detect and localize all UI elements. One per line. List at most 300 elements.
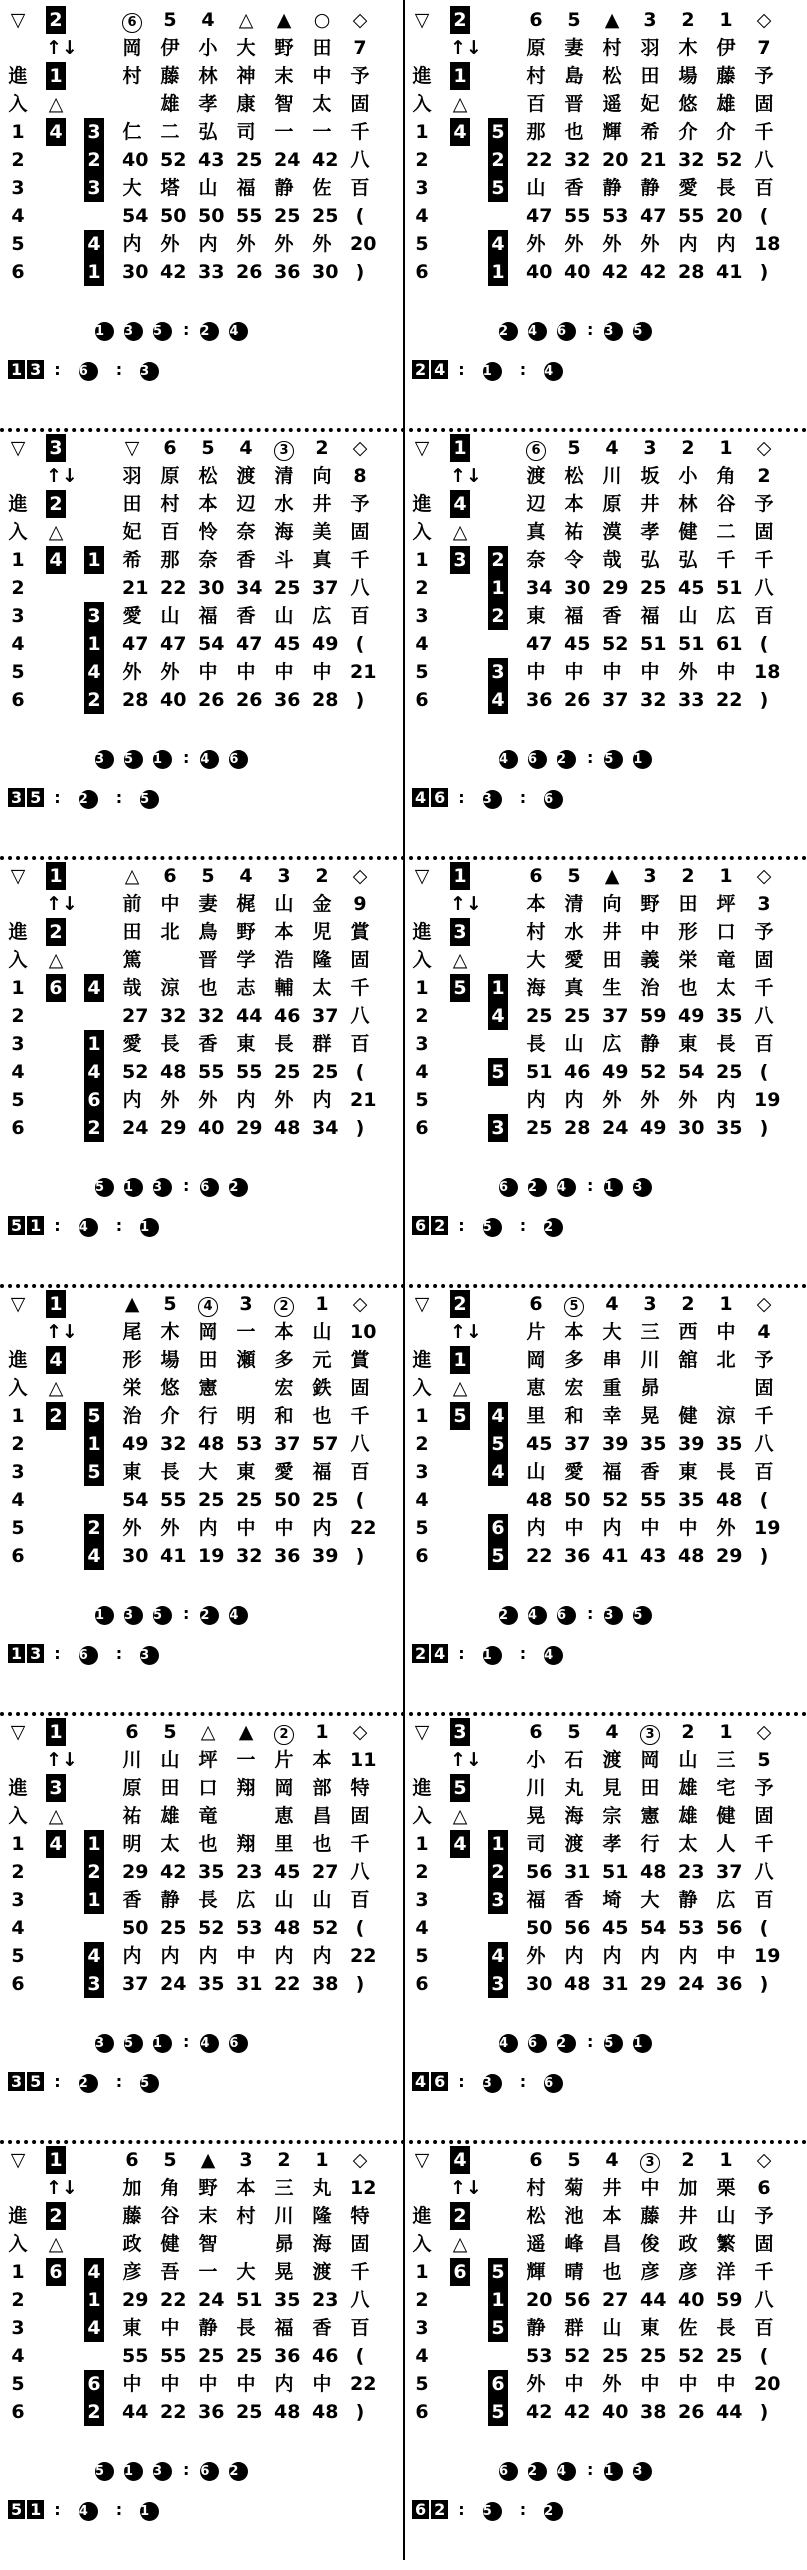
cell-text: 政 — [122, 2233, 142, 2255]
cell-text: ◇ — [756, 2149, 772, 2171]
filled-circle-digit: 6 — [499, 1178, 518, 1197]
cell-text — [84, 2202, 104, 2230]
frame-number-box: 3 — [450, 918, 470, 946]
cell-text: 外 — [640, 1089, 660, 1111]
filled-circle-digit: 1 — [633, 750, 652, 769]
cell-text — [46, 1058, 66, 1086]
cell-text: 入 — [8, 949, 28, 971]
cell-text: 26 — [678, 2401, 705, 2423]
program-column — [350, 862, 377, 1142]
cell-text: 谷 — [160, 2205, 180, 2227]
cell-text: 2 — [681, 2149, 695, 2171]
frame-number-box: 1 — [450, 62, 470, 90]
cell-text: 固 — [754, 1805, 774, 1827]
cell-text: 愛 — [678, 177, 698, 199]
cell-text: 4 — [415, 633, 429, 655]
frame-box: 1 — [27, 2500, 44, 2519]
cell-text: 智 — [274, 93, 294, 115]
cell-text: 7 — [757, 37, 771, 59]
cell-text: 奈 — [198, 549, 218, 571]
cell-text: 也 — [602, 2261, 622, 2283]
frame-box: 3 — [8, 2072, 25, 2091]
frame-number-box: 4 — [488, 1458, 508, 1486]
program-column — [8, 1290, 28, 1570]
cell-text: 51 — [602, 1861, 629, 1883]
frame-number-box: 3 — [450, 1718, 470, 1746]
program-column — [678, 1718, 705, 1998]
cell-text: 静 — [640, 177, 660, 199]
cell-text: 3 — [415, 605, 429, 627]
race-panel — [0, 1716, 400, 2142]
cell-text: 35 — [716, 1433, 743, 1455]
filled-circle-digit: 4 — [528, 1606, 547, 1625]
cell-text: 也 — [678, 977, 698, 999]
cell-text: 25 — [198, 1489, 225, 1511]
cell-text: 中 — [236, 1945, 256, 1967]
cell-text: ▲ — [238, 1721, 254, 1743]
picks-row — [494, 1176, 657, 1197]
cell-text: 28 — [564, 1117, 591, 1139]
cell-text: ◇ — [352, 1721, 368, 1743]
program-column — [412, 6, 432, 286]
cell-text: ( — [759, 1061, 769, 1083]
cell-text: 5 — [757, 1749, 771, 1771]
cell-text — [84, 2342, 104, 2370]
cell-text: ) — [759, 689, 769, 711]
frame-box: 5 — [27, 2072, 44, 2091]
cell-text: 2 — [11, 2289, 25, 2311]
program-column — [312, 862, 339, 1142]
cell-text: 47 — [640, 205, 667, 227]
cell-text: 42 — [602, 261, 629, 283]
cell-text — [46, 1430, 66, 1458]
cell-text: 二 — [716, 521, 736, 543]
cell-text: 外 — [160, 1089, 180, 1111]
cell-text: 57 — [312, 1433, 339, 1455]
cell-text: 羽 — [640, 37, 660, 59]
cell-text: 21 — [640, 149, 667, 171]
cell-text — [84, 2146, 104, 2174]
circled-number — [640, 2146, 660, 2174]
cell-text: 20 — [350, 233, 377, 255]
filled-circle-digit: 5 — [124, 750, 143, 769]
cell-text: 賞 — [350, 921, 370, 943]
cell-text — [488, 946, 508, 974]
program-column — [602, 2146, 629, 2426]
cell-text: 進 — [8, 1777, 28, 1799]
cell-text: 健 — [678, 1405, 698, 1427]
cell-text: 46 — [564, 1061, 591, 1083]
cell-text — [488, 2342, 508, 2370]
separator-colon: : — [519, 788, 527, 807]
cell-text: 野 — [274, 37, 294, 59]
cell-text: 52 — [602, 633, 629, 655]
cell-text — [46, 146, 66, 174]
cell-text: 長 — [716, 2317, 736, 2339]
cell-text: ▽ — [414, 437, 430, 459]
cell-text: 外 — [602, 233, 622, 255]
cell-text: 3 — [11, 177, 25, 199]
cell-text — [46, 1970, 66, 1998]
cell-text: 行 — [640, 1833, 660, 1855]
program-column — [412, 862, 432, 1142]
cell-text: 口 — [198, 1777, 218, 1799]
cell-text: 渡 — [564, 1833, 584, 1855]
cell-text: 55 — [564, 205, 591, 227]
cell-text: 35 — [198, 1861, 225, 1883]
cell-text: 外 — [198, 1089, 218, 1111]
cell-text: 串 — [602, 1349, 622, 1371]
cell-text — [8, 462, 28, 490]
cell-text: 52 — [678, 2345, 705, 2367]
separator-colon: : — [183, 1604, 190, 1623]
filled-circle-digit: 4 — [229, 1606, 248, 1625]
cell-text: 47 — [236, 633, 263, 655]
filled-circle-digit: 6 — [229, 2034, 248, 2053]
cell-text: 32 — [198, 1005, 225, 1027]
cell-text: 村 — [236, 2205, 256, 2227]
cell-text: 4 — [415, 205, 429, 227]
cell-text: 前 — [122, 893, 142, 915]
cell-text: 尾 — [122, 1321, 142, 1343]
cell-text: 2 — [11, 1005, 25, 1027]
cell-text: △ — [48, 1377, 64, 1399]
cell-text: 哉 — [122, 977, 142, 999]
frame-number-box: 3 — [84, 1970, 104, 1998]
cell-text — [84, 1346, 104, 1374]
cell-text: 54 — [678, 1061, 705, 1083]
program-column — [602, 434, 629, 714]
cell-text: 憲 — [640, 1805, 660, 1827]
cell-text: 学 — [236, 949, 256, 971]
program-column — [754, 1718, 781, 1998]
cell-text: 5 — [11, 661, 25, 683]
race-panel — [0, 860, 400, 1286]
cell-text: 12 — [350, 2177, 377, 2199]
cell-text: 30 — [122, 1545, 149, 1567]
cell-text: 6 — [125, 2149, 139, 2171]
cell-text: 52 — [198, 1917, 225, 1939]
cell-text: 1 — [11, 2261, 25, 2283]
cell-text — [488, 1802, 508, 1830]
cell-text: 本 — [198, 493, 218, 515]
cell-text: 弘 — [198, 121, 218, 143]
cell-text: ↑↓ — [46, 1749, 78, 1771]
picks-row-lower — [8, 1644, 167, 1665]
cell-text: 6 — [529, 2149, 543, 2171]
program-column — [160, 862, 187, 1142]
cell-text: 香 — [312, 2317, 332, 2339]
cell-text: 彦 — [122, 2261, 142, 2283]
cell-text: 49 — [640, 1117, 667, 1139]
program-column — [46, 2146, 78, 2426]
program-column — [274, 1290, 301, 1570]
cell-text: 1 — [719, 865, 733, 887]
cell-text: 55 — [236, 205, 263, 227]
program-column — [198, 1718, 225, 1998]
cell-text: 北 — [716, 1349, 736, 1371]
cell-text: 海 — [526, 977, 546, 999]
cell-text: 栄 — [122, 1377, 142, 1399]
program-column — [488, 6, 508, 286]
cell-text: 53 — [678, 1917, 705, 1939]
cell-text: 千 — [350, 1405, 370, 1427]
cell-text: 39 — [678, 1433, 705, 1455]
separator-colon: : — [458, 2072, 465, 2091]
cell-text: 3 — [239, 2149, 253, 2171]
program-column — [8, 434, 28, 714]
cell-text: 27 — [312, 1861, 339, 1883]
cell-text: 千 — [350, 2261, 370, 2283]
frame-number-box: 2 — [450, 6, 470, 34]
filled-circle-digit: 3 — [633, 2462, 652, 2481]
frame-number-box: 6 — [450, 2258, 470, 2286]
filled-circle-digit: 6 — [544, 2074, 563, 2093]
cell-text: 中 — [716, 661, 736, 683]
cell-text: 介 — [716, 121, 736, 143]
cell-text: 井 — [602, 2177, 622, 2199]
cell-text: 中 — [640, 2373, 660, 2395]
cell-text: 外 — [678, 1089, 698, 1111]
cell-text: 香 — [198, 1033, 218, 1055]
cell-text: ▽ — [414, 9, 430, 31]
race-panel — [404, 2144, 804, 2570]
cell-text: 百 — [754, 605, 774, 627]
cell-text: 坪 — [716, 893, 736, 915]
separator-colon: : — [458, 2500, 465, 2519]
cell-text — [160, 946, 180, 974]
separator-colon: : — [115, 788, 123, 807]
cell-text: 香 — [564, 177, 584, 199]
program-column — [564, 6, 591, 286]
cell-text: 小 — [198, 37, 218, 59]
cell-text: 山 — [198, 177, 218, 199]
cell-text: 内 — [274, 1945, 294, 1967]
filled-circle-digit: 1 — [604, 2462, 623, 2481]
cell-text — [8, 34, 28, 62]
cell-text: 仁 — [122, 121, 142, 143]
race-panel — [0, 2144, 400, 2570]
circled-number — [274, 1718, 294, 1746]
cell-text — [450, 630, 470, 658]
filled-circle-digit: 1 — [604, 1178, 623, 1197]
cell-text: 入 — [412, 1805, 432, 1827]
cell-text: 25 — [312, 1489, 339, 1511]
program-column — [46, 434, 78, 714]
cell-text: ▽ — [414, 2149, 430, 2171]
cell-text: 30 — [122, 261, 149, 283]
cell-text: 55 — [160, 2345, 187, 2367]
frame-number-box: 3 — [84, 174, 104, 202]
cell-text: 人 — [716, 1833, 736, 1855]
filled-circle-digit: 1 — [140, 2502, 159, 2521]
cell-text: 4 — [605, 1293, 619, 1315]
cell-text — [46, 2314, 66, 2342]
cell-text: 33 — [198, 261, 225, 283]
cell-text: 48 — [640, 1861, 667, 1883]
cell-text — [46, 230, 66, 258]
cell-text: △ — [452, 1805, 468, 1827]
cell-text — [46, 1542, 66, 1570]
cell-text: 広 — [236, 1889, 256, 1911]
filled-circle-digit: 1 — [483, 362, 502, 381]
program-column — [526, 434, 553, 714]
cell-text: ↑↓ — [450, 37, 482, 59]
cell-text: 55 — [236, 1061, 263, 1083]
race-panel — [404, 860, 804, 1286]
frame-number-box: 4 — [450, 1830, 470, 1858]
cell-text: 佐 — [678, 2317, 698, 2339]
frame-number-box: 4 — [450, 2146, 470, 2174]
cell-text: 舘 — [678, 1349, 698, 1371]
cell-text: 32 — [564, 149, 591, 171]
cell-text: 4 — [11, 1061, 25, 1083]
cell-text: △ — [48, 2233, 64, 2255]
cell-text: 36 — [526, 689, 553, 711]
cell-text: 5 — [11, 2373, 25, 2395]
cell-text: 32 — [236, 1545, 263, 1567]
cell-text: 36 — [274, 2345, 301, 2367]
cell-text: 八 — [754, 577, 774, 599]
separator-colon: : — [54, 1216, 61, 1235]
program-column — [350, 434, 377, 714]
cell-text: 36 — [716, 1973, 743, 1995]
cell-text: 29 — [160, 1117, 187, 1139]
program-column — [312, 1290, 339, 1570]
cell-text: ↑↓ — [450, 465, 482, 487]
cell-text: ◇ — [756, 9, 772, 31]
circled-digit: 4 — [198, 1297, 218, 1317]
cell-text: 内 — [122, 233, 142, 255]
cell-text: 八 — [350, 1005, 370, 1027]
picks-row — [494, 1604, 657, 1625]
cell-text: 5 — [163, 1293, 177, 1315]
cell-text: 智 — [198, 2233, 218, 2255]
program-column — [488, 862, 508, 1142]
cell-text — [488, 2146, 508, 2174]
frame-number-box: 5 — [84, 1402, 104, 1430]
cell-text: 山 — [716, 2205, 736, 2227]
cell-text: 25 — [236, 1489, 263, 1511]
cell-text — [488, 1486, 508, 1514]
cell-text: 健 — [716, 1805, 736, 1827]
cell-text: 外 — [122, 661, 142, 683]
cell-text: 52 — [716, 149, 743, 171]
cell-text: 愛 — [122, 605, 142, 627]
filled-circle-digit: 3 — [153, 1178, 172, 1197]
race-panel — [0, 432, 400, 858]
frame-number-box: 1 — [46, 1290, 66, 1318]
cell-text: 進 — [8, 1349, 28, 1371]
separator-colon: : — [519, 2500, 527, 2519]
cell-text — [84, 1486, 104, 1514]
frame-number-box: 4 — [84, 230, 104, 258]
cell-text: 晴 — [564, 2261, 584, 2283]
cell-text: 田 — [160, 1777, 180, 1799]
cell-text: 34 — [236, 577, 263, 599]
cell-text: 6 — [415, 261, 429, 283]
frame-number-box: 1 — [488, 974, 508, 1002]
cell-text: 2 — [11, 1861, 25, 1883]
filled-circle-digit: 2 — [544, 2502, 563, 2521]
cell-text — [412, 462, 432, 490]
cell-text: 原 — [122, 1777, 142, 1799]
cell-text: 香 — [122, 1889, 142, 1911]
circled-digit: 3 — [640, 2153, 660, 2173]
cell-text: 入 — [412, 521, 432, 543]
cell-text: 20 — [526, 2289, 553, 2311]
cell-text: 原 — [160, 465, 180, 487]
filled-circle-digit: 2 — [557, 2034, 576, 2053]
cell-text: 48 — [160, 1061, 187, 1083]
frame-number-box: 2 — [488, 602, 508, 630]
filled-circle-digit: 5 — [153, 1606, 172, 1625]
cell-text: 水 — [564, 921, 584, 943]
filled-circle-digit: 6 — [200, 1178, 219, 1197]
program-column — [412, 434, 432, 714]
cell-text: 外 — [526, 233, 546, 255]
program-column — [564, 1290, 591, 1570]
separator-colon: : — [54, 2072, 61, 2091]
cell-text — [678, 1374, 698, 1402]
cell-text: 内 — [122, 1945, 142, 1967]
cell-text: 和 — [274, 1405, 294, 1427]
filled-circle-digit: 3 — [95, 2034, 114, 2053]
cell-text: 5 — [567, 2149, 581, 2171]
program-column — [526, 862, 553, 1142]
cell-text — [84, 1290, 104, 1318]
cell-text: 4 — [239, 437, 253, 459]
cell-text: 40 — [602, 2401, 629, 2423]
frame-number-box: 3 — [488, 658, 508, 686]
picks-row-lower — [8, 788, 167, 809]
cell-text: 51 — [526, 1061, 553, 1083]
cell-text: ) — [759, 1545, 769, 1567]
cell-text: 6 — [11, 2401, 25, 2423]
cell-text: 真 — [526, 521, 546, 543]
program-column — [488, 434, 508, 714]
cell-text: 渡 — [602, 1749, 622, 1771]
frame-number-box: 1 — [84, 258, 104, 286]
cell-text: ◇ — [352, 437, 368, 459]
cell-text: 賞 — [350, 1349, 370, 1371]
cell-text: 24 — [160, 1973, 187, 1995]
cell-text: 愛 — [564, 949, 584, 971]
cell-text: 香 — [602, 605, 622, 627]
cell-text: 内 — [602, 1945, 622, 1967]
cell-text — [236, 1802, 256, 1830]
cell-text: 28 — [312, 689, 339, 711]
cell-text: 東 — [678, 1461, 698, 1483]
cell-text: 岡 — [640, 1749, 660, 1771]
cell-text: 1 — [11, 1833, 25, 1855]
cell-text — [46, 1942, 66, 1970]
circled-digit: 2 — [274, 1297, 294, 1317]
cell-text — [488, 862, 508, 890]
cell-text: 54 — [122, 1489, 149, 1511]
cell-text: 4 — [605, 437, 619, 459]
cell-text: 百 — [350, 177, 370, 199]
cell-text — [84, 6, 104, 34]
cell-text: 55 — [160, 1489, 187, 1511]
cell-text: 井 — [640, 493, 660, 515]
filled-circle-digit: 4 — [200, 750, 219, 769]
circled-digit: 6 — [526, 441, 546, 461]
cell-text: 20 — [602, 149, 629, 171]
cell-text: 野 — [236, 921, 256, 943]
cell-text: 29 — [602, 577, 629, 599]
cell-text: 健 — [678, 521, 698, 543]
